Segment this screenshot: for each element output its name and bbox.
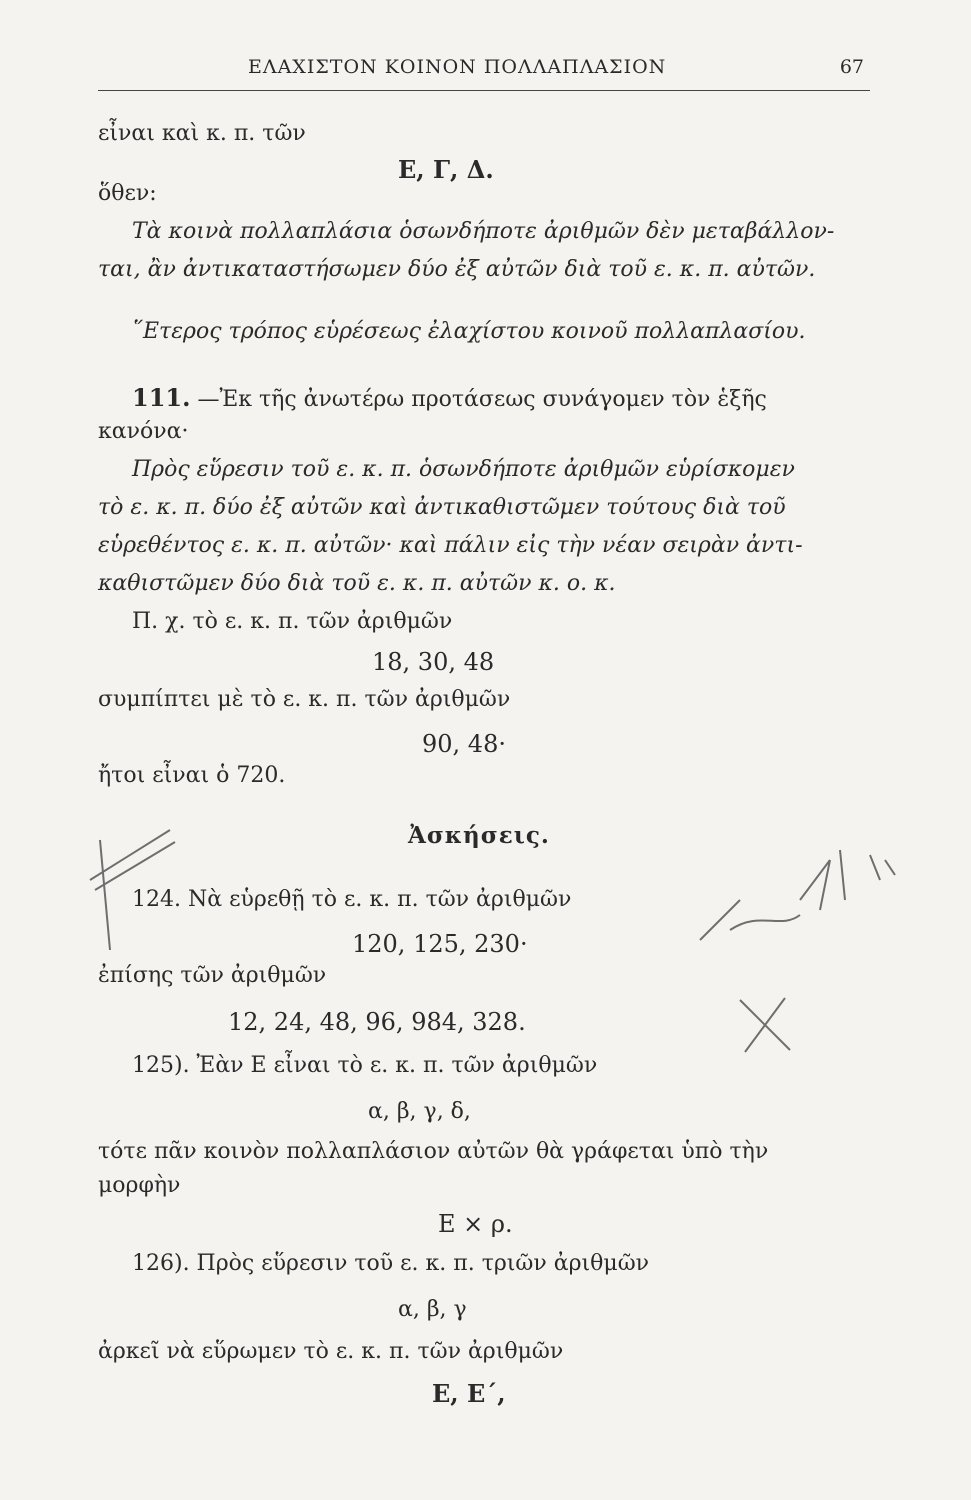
section-number: 111. [132,383,191,412]
text-line: Π. χ. τὸ ε. κ. π. τῶν ἀριθμῶν [132,609,453,634]
text-line: συμπίπτει μὲ τὸ ε. κ. π. τῶν ἀριθμῶν [98,687,511,712]
text-line: ἀρκεῖ νὰ εὕρωμεν τὸ ε. κ. π. τῶν ἀριθμῶν [98,1339,564,1364]
theorem-line: ται, ἂν ἀντικαταστήσωμεν δύο ἐξ αὐτῶν διὰ τοῦ ε. κ. π. αὐτῶν. [98,257,816,282]
rule-line: εὑρεθέντος ε. κ. π. αὐτῶν· καὶ πάλιν εἰς τὴν νέαν σειρὰν ἀντι- [98,533,803,558]
text-line: κανόνα· [98,419,189,444]
exercise-124: 124. Νὰ εὑρεθῇ τὸ ε. κ. π. τῶν ἀριθμῶν [132,887,572,912]
text-line: ἤτοι εἶναι ὁ 720. [98,763,286,788]
subsection-title: ῞Ετερος τρόπος εὑρέσεως ἐλαχίστου κοινοῦ πολλαπλασίου. [132,319,806,344]
exercise-125: 125). Ἐὰν Ε εἶναι τὸ ε. κ. π. τῶν ἀριθμῶν [132,1053,598,1078]
pencil-scribble-icon [680,840,910,960]
math-line: Ε, Ε΄, [432,1379,506,1408]
numbers-line: 90, 48· [422,730,506,758]
running-header [98,56,870,91]
math-line: Ε × ρ. [438,1210,513,1238]
pencil-strike-mark-icon [80,820,180,960]
text-span: —Ἐκ τῆς ἀνωτέρω προτάσεως συνάγομεν τὸν ἑξῆς [197,387,767,412]
numbers-line: 18, 30, 48 [372,648,495,676]
exercise-126: 126). Πρὸς εὕρεσιν τοῦ ε. κ. π. τριῶν ἀριθμῶν [132,1251,650,1276]
math-line: α, β, γ [398,1297,467,1322]
paragraph-111 [132,384,767,414]
running-title: ΕΛΑΧΙΣΤΟΝ ΚΟΙΝΟΝ ΠΟΛΛΑΠΛΑΣΙΟΝ [248,56,667,78]
numbers-line: 12, 24, 48, 96, 984, 328. [228,1008,526,1036]
rule-line: καθιστῶμεν δύο διὰ τοῦ ε. κ. π. αὐτῶν κ. ο. κ. [98,571,616,596]
page-number: 67 [839,56,864,78]
theorem-line: Τὰ κοινὰ πολλαπλάσια ὁσωνδήποτε ἀριθμῶν δὲν μεταβάλλον- [132,219,835,244]
text-line: τότε πᾶν κοινὸν πολλαπλάσιον αὐτῶν θὰ γράφεται ὑπὸ τὴν [98,1139,769,1164]
text-line: ὅθεν: [98,181,157,206]
pencil-cross-mark-icon [730,990,800,1060]
numbers-line: 120, 125, 230· [352,930,528,958]
text-line: εἶναι καὶ κ. π. τῶν [98,121,306,146]
rule-line: Πρὸς εὕρεσιν τοῦ ε. κ. π. ὁσωνδήποτε ἀριθμῶν εὑρίσκομεν [132,457,795,482]
math-line: α, β, γ, δ, [368,1099,471,1124]
rule-line: τὸ ε. κ. π. δύο ἐξ αὐτῶν καὶ ἀντικαθιστῶμεν τούτους διὰ τοῦ [98,495,786,520]
math-line: Ε, Γ, Δ. [398,155,494,184]
text-line: μορφὴν [98,1173,181,1198]
text-line: ἐπίσης τῶν ἀριθμῶν [98,963,327,988]
exercises-heading: Ἀσκήσεις. [408,822,550,849]
